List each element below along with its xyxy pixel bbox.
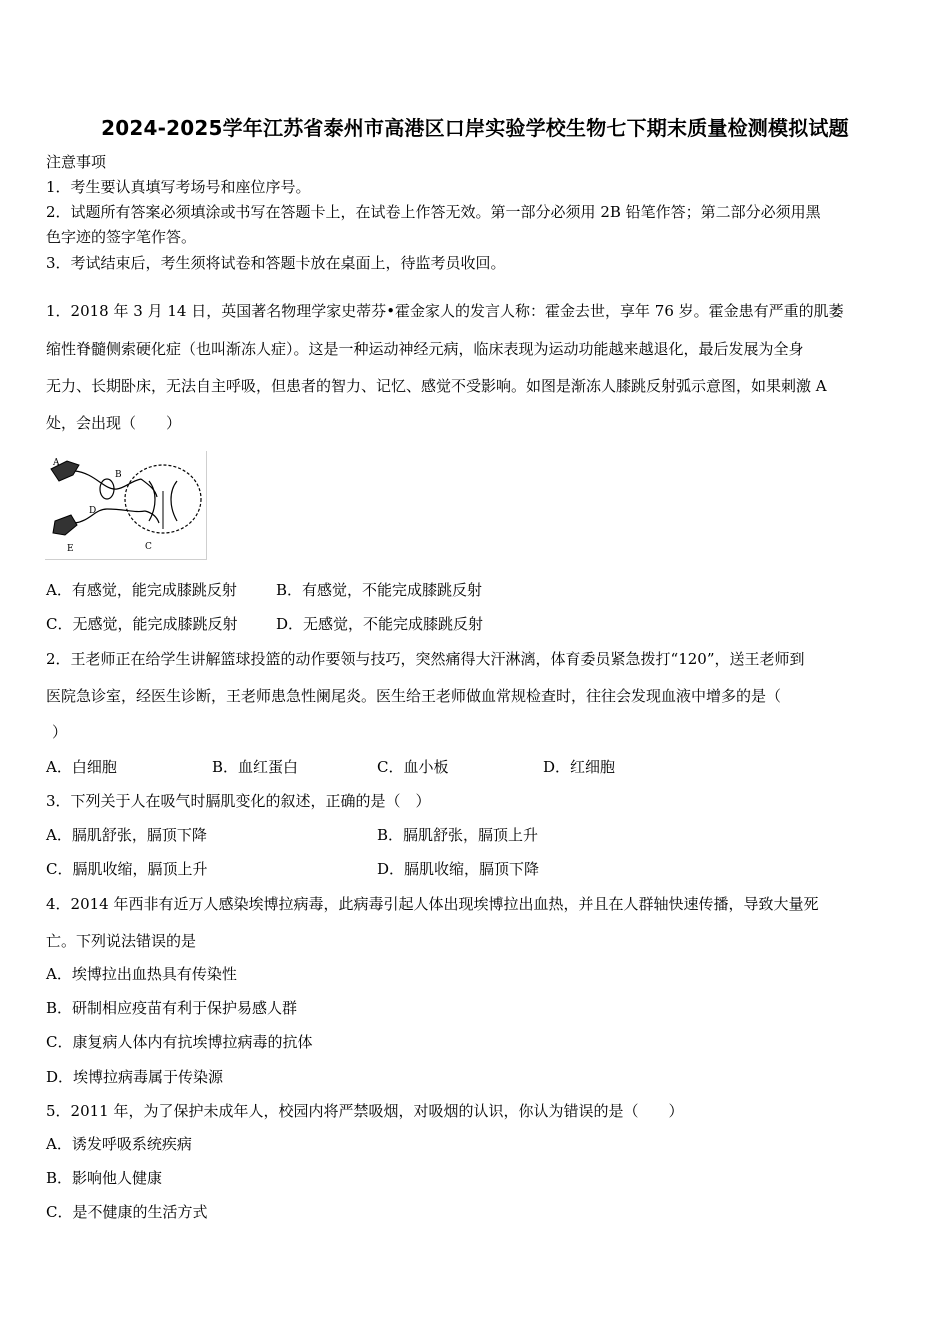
q2-stem-line: 2．王老师正在给学生讲解篮球投篮的动作要领与技巧，突然痛得大汗淋漓，体育委员紧急拨打“120”，送王老师到 xyxy=(46,650,805,668)
page-title: 2024-2025学年江苏省泰州市高港区口岸实验学校生物七下期末质量检测模拟试题 xyxy=(101,116,849,140)
figure-label-a: A xyxy=(53,458,60,468)
q1-option-c: C．无感觉，能完成膝跳反射 xyxy=(46,615,238,633)
q5-option-c: C．是不健康的生活方式 xyxy=(46,1203,208,1221)
figure-label-b: B xyxy=(115,470,122,480)
q4-stem-line: 4．2014 年西非有近万人感染埃博拉病毒，此病毒引起人体出现埃博拉出血热，并且在人群轴快速传播，导致大量死 xyxy=(46,895,819,913)
q3-option-b: B．膈肌舒张，膈顶上升 xyxy=(377,826,539,844)
q3-stem: 3．下列关于人在吸气时膈肌变化的叙述，正确的是（ ） xyxy=(46,792,431,810)
q2-option-b: B．血红蛋白 xyxy=(212,758,299,776)
q4-option-d: D．埃博拉病毒属于传染源 xyxy=(46,1068,224,1086)
q1-option-b: B．有感觉，不能完成膝跳反射 xyxy=(276,581,483,599)
q1-stem-line: 处，会出现（ ） xyxy=(46,414,182,432)
q2-option-a: A．白细胞 xyxy=(46,758,117,776)
q5-option-b: B．影响他人健康 xyxy=(46,1169,163,1187)
figure-label-e: E xyxy=(67,544,74,554)
q4-stem-line: 亡。下列说法错误的是 xyxy=(46,932,197,950)
q3-option-d: D．膈肌收缩，膈顶下降 xyxy=(377,860,540,878)
q2-stem-line: ） xyxy=(52,723,68,741)
notice-item: 1．考生要认真填写考场号和座位序号。 xyxy=(46,178,311,196)
reflex-arc-diagram xyxy=(45,451,205,558)
q4-option-a: A．埃博拉出血热具有传染性 xyxy=(46,965,237,983)
q5-stem: 5．2011 年，为了保护未成年人，校园内将严禁吸烟，对吸烟的认识，你认为错误的是（ ） xyxy=(46,1102,684,1120)
figure-label-d: D xyxy=(89,506,97,516)
notice-heading: 注意事项 xyxy=(46,153,107,171)
q1-stem-line: 无力、长期卧床，无法自主呼吸，但患者的智力、记忆、感觉不受影响。如图是渐冻人膝跳反射弧示意图，如果刺激 A xyxy=(46,377,827,395)
q2-option-c: C．血小板 xyxy=(377,758,449,776)
q1-stem-line: 1．2018 年 3 月 14 日，英国著名物理学家史蒂芬•霍金家人的发言人称：霍金去世，享年 76 岁。霍金患有严重的肌萎 xyxy=(46,302,844,320)
notice-item: 2．试题所有答案必须填涂或书写在答题卡上，在试卷上作答无效。第一部分必须用 2B 铅笔作答；第二部分必须用黑 xyxy=(46,203,821,221)
q2-option-d: D．红细胞 xyxy=(543,758,616,776)
notice-item: 3．考试结束后，考生须将试卷和答题卡放在桌面上，待监考员收回。 xyxy=(46,254,506,272)
q4-option-c: C．康复病人体内有抗埃博拉病毒的抗体 xyxy=(46,1033,313,1051)
reflex-arc-figure xyxy=(45,451,207,560)
q1-option-d: D．无感觉，不能完成膝跳反射 xyxy=(276,615,484,633)
q1-option-a: A．有感觉，能完成膝跳反射 xyxy=(46,581,237,599)
q4-option-b: B．研制相应疫苗有利于保护易感人群 xyxy=(46,999,298,1017)
q3-option-a: A．膈肌舒张，膈顶下降 xyxy=(46,826,207,844)
figure-label-c: C xyxy=(145,542,152,552)
notice-item: 色字迹的签字笔作答。 xyxy=(46,228,197,246)
q5-option-a: A．诱发呼吸系统疾病 xyxy=(46,1135,192,1153)
q3-option-c: C．膈肌收缩，膈顶上升 xyxy=(46,860,208,878)
q2-stem-line: 医院急诊室，经医生诊断，王老师患急性阑尾炎。医生给王老师做血常规检查时，往往会发现血液中增多的是（ xyxy=(46,687,782,705)
q1-stem-line: 缩性脊髓侧索硬化症（也叫渐冻人症）。这是一种运动神经元病，临床表现为运动功能越来越退化，最后发展为全身 xyxy=(46,340,804,358)
